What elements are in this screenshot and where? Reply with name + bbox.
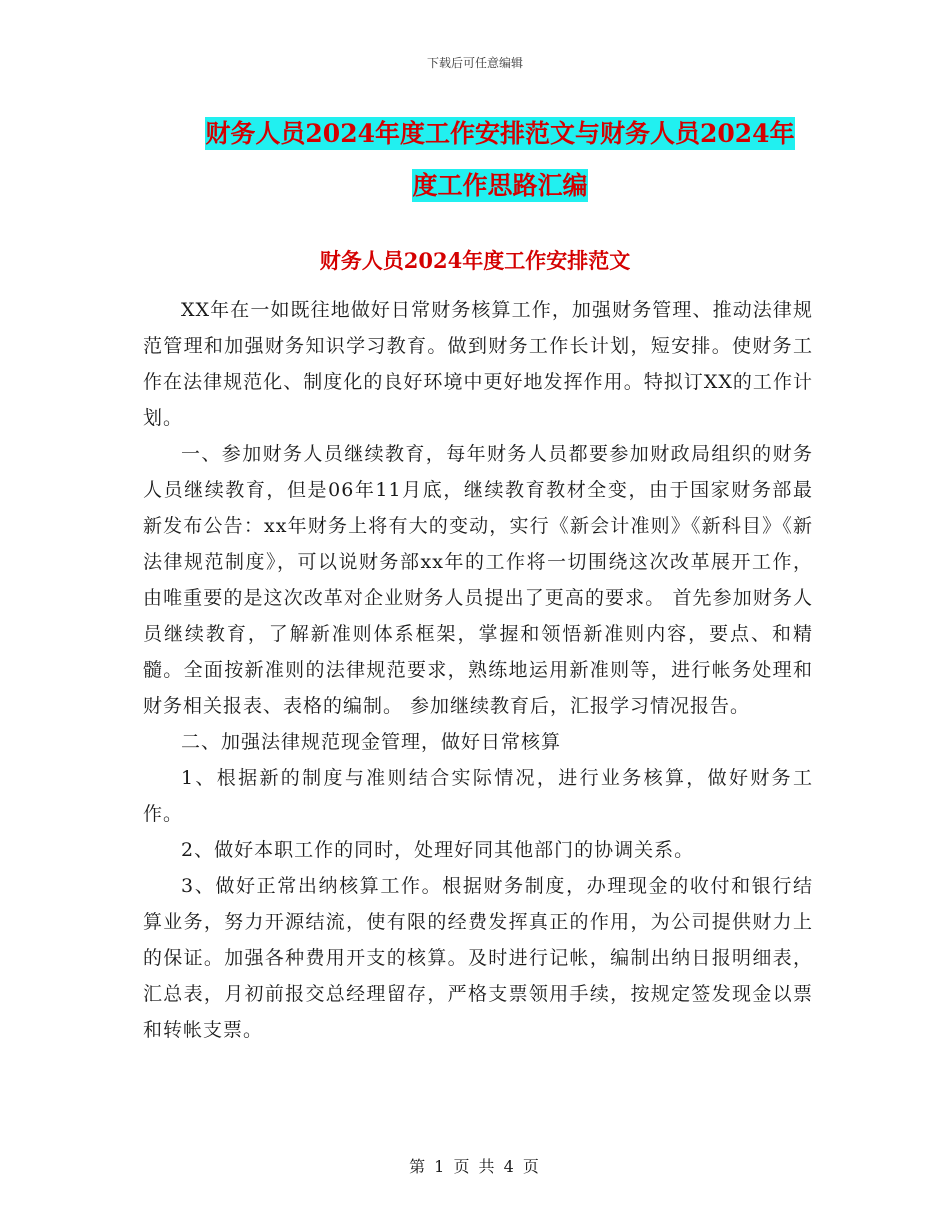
paragraph: 2、做好本职工作的同时，处理好同其他部门的协调关系。: [181, 839, 695, 861]
paragraph: 3、做好正常出纳核算工作。根据财务制度，办理现金的收付和银行结算业务，努力开源结流，使有限的经费发挥真正的作用，为公司提供财力上的保证。加强各种费用开支的核算。及时进行记帐，编制出纳日报明细表，汇总表，月初前报交总经理留存，严格支票领用手续，按规定签发现金以票和转帐支票。: [143, 875, 813, 1041]
paragraph: 一、参加财务人员继续教育，每年财务人员都要参加财政局组织的财务人员继续教育，但是06年11月底，继续教育教材全变，由于国家财务部最新发布公告：xx年财务上将有大的变动，实行《新会计准则》《新科目》《新法律规范制度》，可以说财务部xx年的工作将一切围绕这次改革展开工作，由唯重要的是这次改革对企业财务人员提出了更高的要求。 首先参加财务人员继续教育，了解新准则体系框架，掌握和领悟新准则内容，要点、和精髓。全面按新准则的法律规范要求，熟练地运用新准则等，进行帐务处理和财务相关报表、表格的编制。 参加继续教育后，汇报学习情况报告。: [143, 443, 813, 717]
paragraph: 1、根据新的制度与准则结合实际情况，进行业务核算，做好财务工作。: [143, 767, 813, 825]
section-title: 财务人员2024年度工作安排范文: [319, 248, 631, 273]
paragraph: XX年在一如既往地做好日常财务核算工作，加强财务管理、推动法律规范管理和加强财务知识学习教育。做到财务工作长计划，短安排。使财务工作在法律规范化、制度化的良好环境中更好地发挥作用。特拟订XX的工作计划。: [143, 299, 813, 429]
paragraph-heading: 二、加强法律规范现金管理，做好日常核算: [181, 731, 562, 753]
document-title: [140, 108, 860, 212]
header-note: 下载后可任意编辑: [426, 56, 523, 70]
document-body: [143, 292, 813, 1048]
title-line-2: 度工作思路汇编: [412, 171, 588, 200]
title-line-1: 财务人员2024年度工作安排范文与财务人员2024年: [205, 119, 795, 148]
page-number: 第 1 页 共 4 页: [409, 1157, 541, 1176]
